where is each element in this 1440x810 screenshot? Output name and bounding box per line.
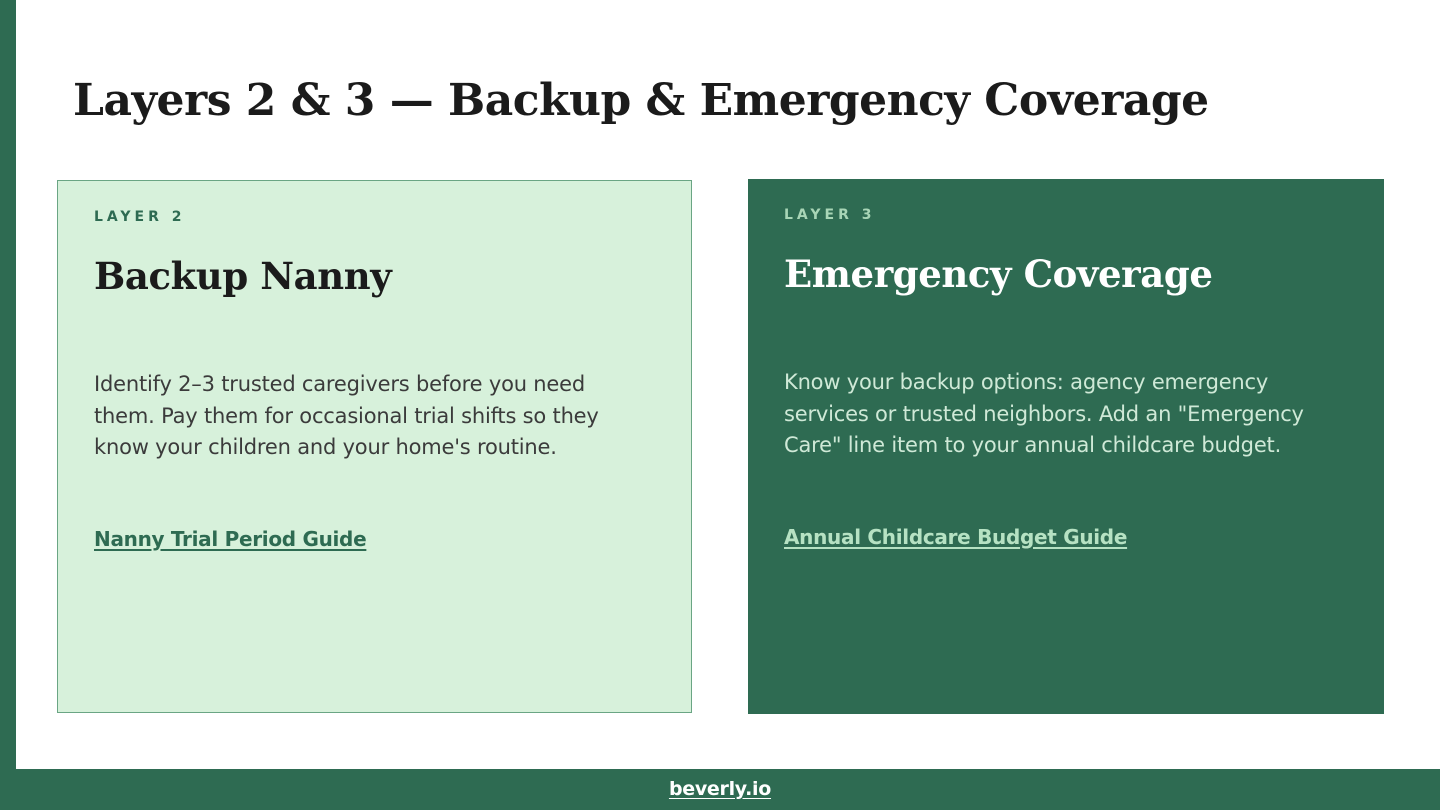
layer-2-card [57,180,692,713]
slide-title: Layers 2 & 3 — Backup & Emergency Coverage [73,75,1209,126]
layer-2-description: Identify 2–3 trusted caregivers before you need them. Pay them for occasional trial shifts so they know your children and your home's routine. [94,372,599,459]
layer-3-description: Know your backup options: agency emergency services or trusted neighbors. Add an "Emergency Care" line item to your annual childcare budget. [784,370,1304,457]
footer-bar [0,769,1440,810]
layer-2-eyebrow: LAYER 2 [94,209,186,225]
left-accent-bar [0,0,16,810]
layer-2-title: Backup Nanny [94,254,392,298]
childcare-budget-guide-link[interactable]: Annual Childcare Budget Guide [784,524,1128,549]
layer-3-title: Emergency Coverage [784,252,1213,296]
nanny-trial-guide-link[interactable]: Nanny Trial Period Guide [94,526,367,551]
layer-3-eyebrow: LAYER 3 [784,207,876,223]
layer-3-card [748,179,1384,714]
footer-site-link[interactable]: beverly.io [668,778,772,800]
